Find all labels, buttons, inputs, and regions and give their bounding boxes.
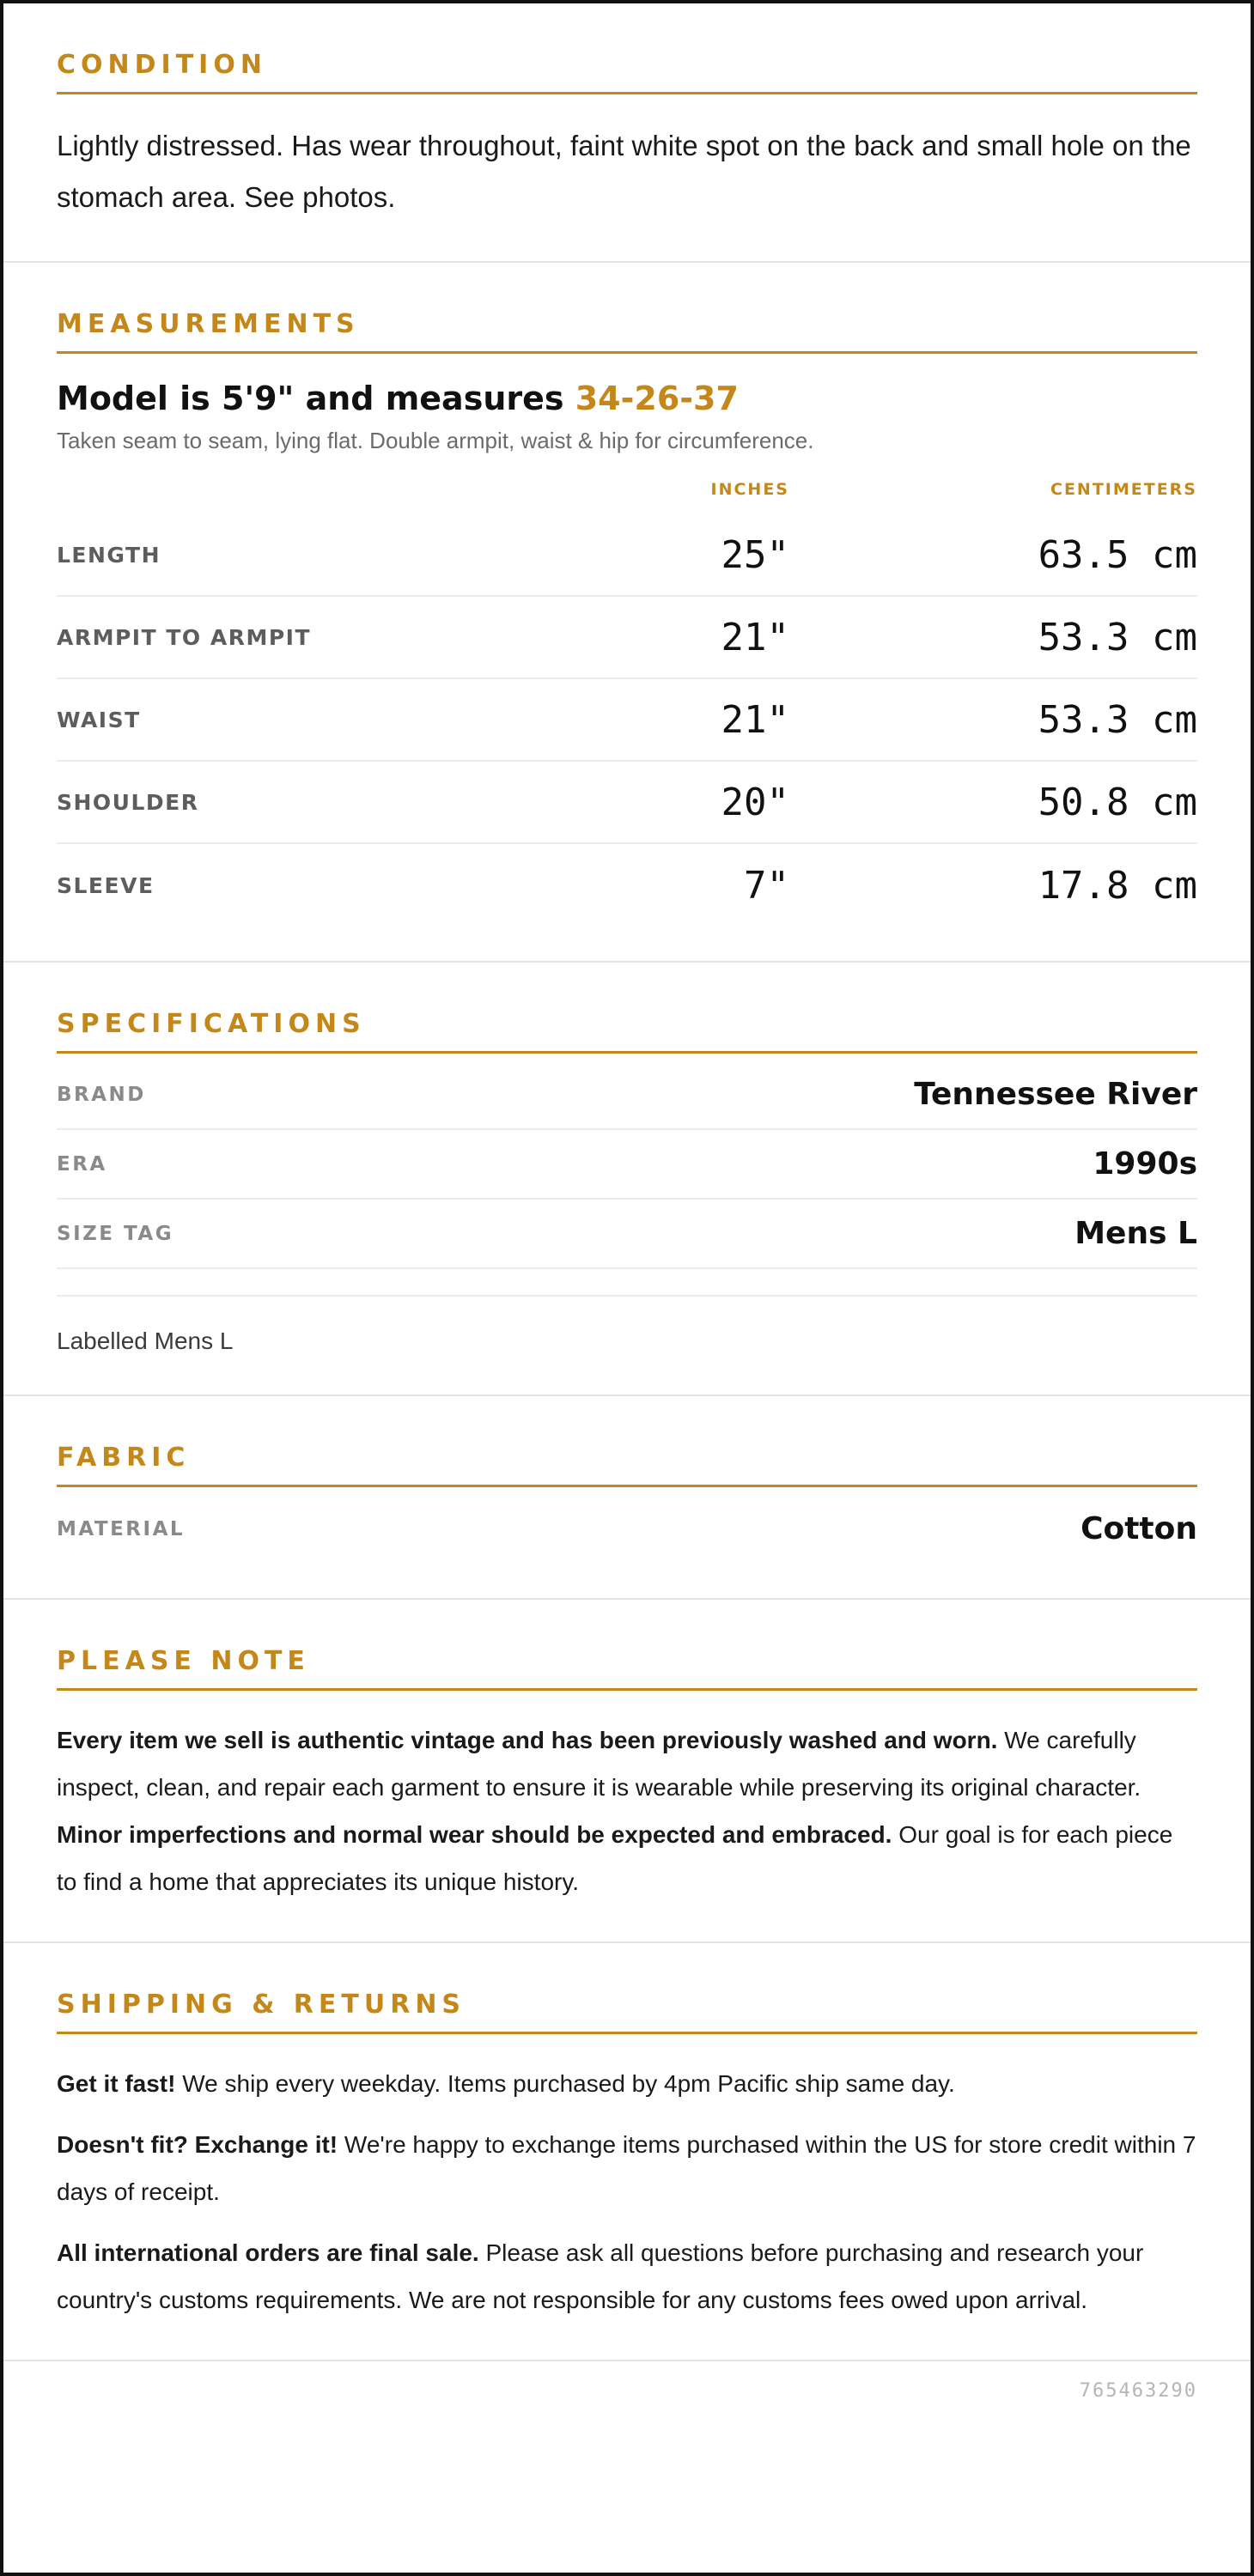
note-text-2: Our goal is for each piece to find a home that appreciates its unique history.: [57, 1821, 1173, 1895]
measurement-cm: 63.5 cm: [1038, 532, 1197, 577]
measurement-cm: 53.3 cm: [1038, 697, 1197, 742]
spec-value: Tennessee River: [914, 1077, 1197, 1112]
column-inches: INCHES: [710, 480, 789, 499]
please-note-text: [57, 1716, 1197, 1905]
please-note-title: PLEASE NOTE: [57, 1646, 1197, 1691]
measurement-row: [57, 597, 1197, 679]
specifications-section: [3, 963, 1251, 1396]
note-text-1: We carefully inspect, clean, and repair each garment to ensure it is wearable while preserving its original character.: [57, 1727, 1141, 1801]
shipping-section: [3, 1943, 1251, 2361]
shipping-title: SHIPPING & RETURNS: [57, 1990, 1197, 2034]
fabric-row: [57, 1494, 1197, 1564]
shipping-bold: Get it fast!: [57, 2070, 176, 2097]
size-tag-note: Labelled Mens L: [57, 1295, 1197, 1355]
measurement-inches: 20": [721, 780, 789, 824]
note-bold-2: Minor imperfections and normal wear should be expected and embraced.: [57, 1821, 892, 1848]
spec-row: [57, 1060, 1197, 1130]
measurements-subtitle: Taken seam to seam, lying flat. Double armpit, waist & hip for circumference.: [57, 428, 814, 453]
measurement-cm: 50.8 cm: [1038, 780, 1197, 824]
measurements-section: [3, 263, 1251, 963]
measurement-label: LENGTH: [57, 542, 161, 568]
spec-row: [57, 1130, 1197, 1200]
fabric-section: [3, 1396, 1251, 1600]
model-size: 34-26-37: [575, 380, 739, 417]
measurement-row: [57, 514, 1197, 597]
measurements-table: [57, 480, 1197, 927]
model-measurements: [57, 380, 1197, 417]
shipping-paragraph: [57, 2121, 1197, 2215]
model-prefix: Model is 5'9" and measures: [57, 380, 575, 417]
spec-value: 1990s: [1093, 1146, 1197, 1182]
measurement-label: SHOULDER: [57, 789, 199, 815]
column-centimeters: CENTIMETERS: [1050, 480, 1197, 499]
shipping-bold: Doesn't fit? Exchange it!: [57, 2131, 338, 2158]
shipping-paragraph: [57, 2229, 1197, 2324]
measurement-inches: 7": [744, 863, 789, 908]
condition-text: Lightly distressed. Has wear throughout, faint white spot on the back and small hole on the stomach area. See photos.: [57, 130, 1191, 213]
measurements-title: MEASUREMENTS: [57, 309, 1197, 354]
spec-label: SIZE TAG: [57, 1222, 174, 1245]
spec-label: BRAND: [57, 1083, 146, 1106]
measurement-label: SLEEVE: [57, 872, 155, 898]
product-code: 765463290: [1079, 2380, 1197, 2402]
measurement-row: [57, 844, 1197, 927]
measurement-cm: 17.8 cm: [1038, 863, 1197, 908]
condition-title: CONDITION: [57, 50, 1197, 94]
measurement-cm: 53.3 cm: [1038, 615, 1197, 659]
note-bold-1: Every item we sell is authentic vintage and has been previously washed and worn.: [57, 1727, 998, 1753]
measurement-row: [57, 679, 1197, 762]
spec-label: ERA: [57, 1152, 107, 1176]
measurement-inches: 25": [721, 532, 789, 577]
shipping-text: We ship every weekday. Items purchased by 4pm Pacific ship same day.: [175, 2070, 955, 2097]
spec-value: Mens L: [1074, 1216, 1197, 1251]
fabric-title: FABRIC: [57, 1443, 1197, 1487]
measurements-header: [57, 480, 1197, 514]
measurement-label: ARMPIT TO ARMPIT: [57, 624, 312, 650]
shipping-paragraph: [57, 2060, 1197, 2107]
spec-row: [57, 1200, 1197, 1269]
shipping-text: Please ask all questions before purchasing and research your country's customs requirements. We are not responsible for any customs fees owed upon arrival.: [57, 2239, 1144, 2313]
specifications-title: SPECIFICATIONS: [57, 1009, 1197, 1054]
measurement-label: WAIST: [57, 707, 141, 732]
condition-section: [3, 3, 1251, 263]
measurement-inches: 21": [721, 697, 789, 742]
fabric-value: Cotton: [1081, 1511, 1197, 1546]
please-note-section: [3, 1600, 1251, 1943]
shipping-text: We're happy to exchange items purchased within the US for store credit within 7 days of receipt.: [57, 2131, 1196, 2205]
measurement-row: [57, 762, 1197, 844]
shipping-bold: All international orders are final sale.: [57, 2239, 479, 2266]
fabric-label: MATERIAL: [57, 1517, 186, 1540]
measurement-inches: 21": [721, 615, 789, 659]
